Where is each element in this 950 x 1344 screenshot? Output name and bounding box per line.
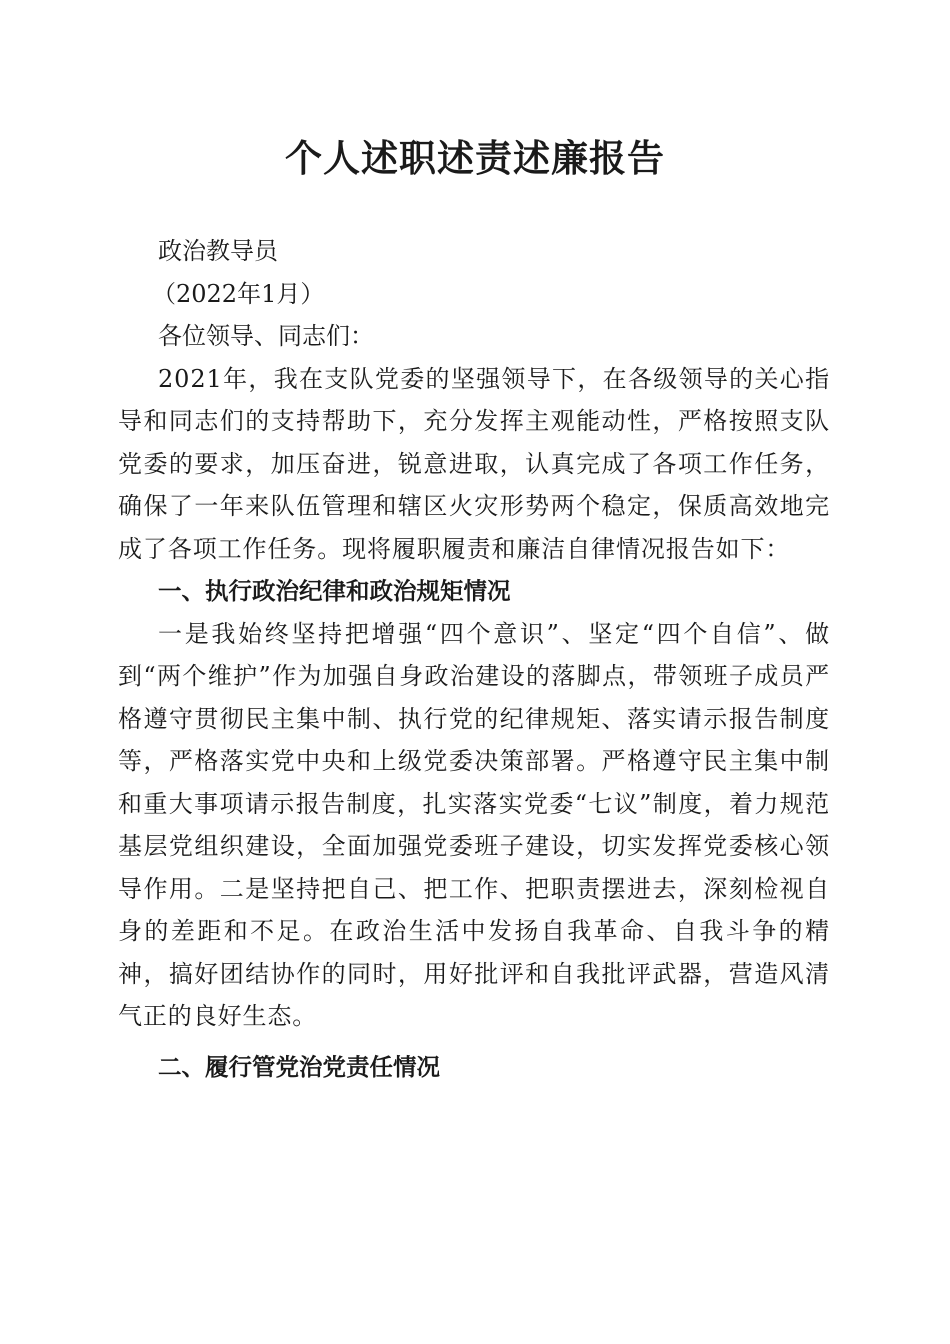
salutation: 各位领导、同志们：: [158, 322, 374, 350]
intro-paragraph: 2021年，我在支队党委的坚强领导下，在各级领导的关心指导和同志们的支持帮助下，充分发挥主观能动性，严格按照支队党委的要求，加压奋进，锐意进取，认真完成了各项工作任务，确保了一年来队伍管理和辖区火灾形势两个稳定，保质高效地完成了各项工作任务。现将履职履责和廉洁自律情况报告如下：: [118, 364, 830, 563]
section-heading-party-governance: 二、履行管党治党责任情况: [158, 1052, 440, 1081]
report-date: （2022年1月）: [152, 279, 325, 308]
section-heading-political-discipline: 一、执行政治纪律和政治规矩情况: [158, 577, 511, 605]
section-paragraph-political-discipline: 一是我始终坚持把增强“四个意识”、坚定“四个自信”、做到“两个维护”作为加强自身政治建设的落脚点，带领班子成员严格遵守贯彻民主集中制、执行党的纪律规矩、落实请示报告制度等，严格落实党中央和上级党委决策部署。严格遵守民主集中制和重大事项请示报告制度，扎实落实党委“七议”制度，着力规范基层党组织建设，全面加强党委班子建设，切实发挥党委核心领导作用。二是坚持把自己、把工作、把职责摆进去，深刻检视自身的差距和不足。在政治生活中发扬自我革命、自我斗争的精神，搞好团结协作的同时，用好批评和自我批评武器，营造风清气正的良好生态。: [118, 619, 830, 1030]
author-role: 政治教导员: [158, 237, 278, 265]
document-title: 个人述职述责述廉报告: [285, 136, 665, 180]
document-body: [118, 230, 830, 1088]
